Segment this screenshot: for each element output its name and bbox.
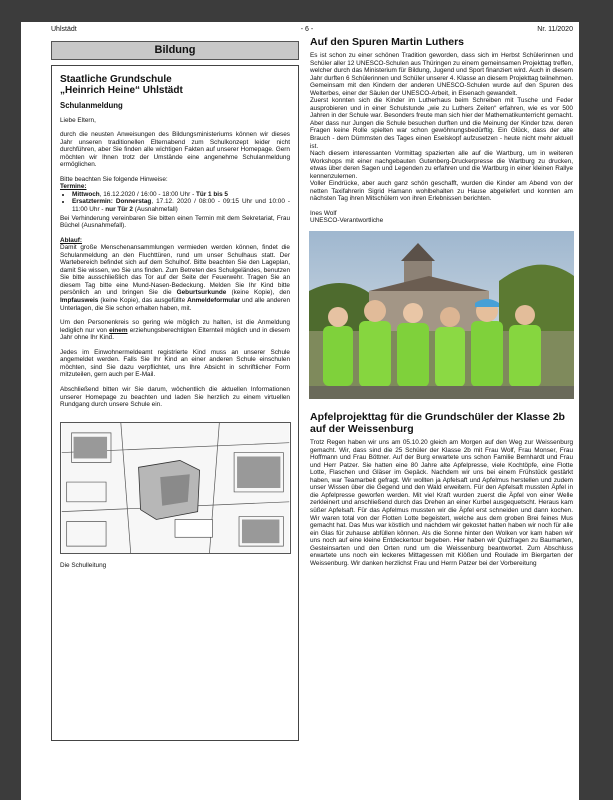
paragraph-homepage: Abschließend bitten wir Sie darum, wöchentlich die aktuellen Informationen unserer Homepage zu beachten und laden Sie herzlich zu einem virtuellen Rundgang durch unsere Schule ein. [60,385,290,409]
ablauf-geburtsurkunde: Geburtsurkunde [176,289,227,297]
personenkreis-text-2: erziehungsberechtigten Elternteil möglich und in diesem Jahr ohne Ihr Kind. [60,326,290,342]
termine-label: Termine: [60,183,87,191]
paragraph-personenkreis [60,319,290,342]
luther-paragraph-3: Nach diesem interessanten Vormittag spazierten alle auf die Wartburg, um in weiteren Workshops mit einer nachgebauten Gutenberg-Druckerpresse die Wartburg zu drucken, etwas über deren Sagen und Legenden zu erfahren und die Wartburg in einer kleinen Rallye kennenzulernen. [310,150,573,180]
school-title [60,74,290,96]
ablauf-text-3: (keine Kopie), das ausgefüllte [98,297,188,305]
paragraph-einwohnermeldeamt: Jedes im Einwohnermeldeamt registrierte Kind muss an unserer Schule angemeldet werden. Falls Sie Ihr Kind an einer anderen Schule einschulen möchten, sind Sie dazu verpflichtet, uns Ihre Absicht in schriftlicher Form mitzuteilen, gern auch per E-Mail. [60,348,290,379]
greeting: Liebe Eltern, [60,116,96,124]
right-column [310,36,573,574]
ablauf-anmeldeformular: Anmeldeformular [187,297,241,305]
termin-1-time: , 16.12.2020 / 16:00 - 18:00 Uhr - [99,190,196,198]
header-page-number: - 6 - [300,26,314,33]
termin-1 [72,191,290,199]
section-banner: Bildung [51,41,299,60]
left-column [51,44,299,758]
luther-paragraph-1: Es ist schon zu einer schönen Tradition geworden, dass sich im Herbst Schülerinnen und Schüler aller 12 UNESCO-Schulen aus Thüringen zu einem gemeinsamen Projekttag treffen, welcher durch das Ministerium für Bildung, Jugend und Sport finanziert wird. Auch in diesem Jahr durften 6 Schülerinnen und Schüler unserer 4. Klasse an diesem Projekttag teilnehmen. Gemeinsam mit den Kindern der anderen UNESCO-Schulen wurde auf den Spuren des Welterbes, einer der Säulen der UNESCO-Arbeit, in Eisenach gewandelt. [310,52,573,97]
article-title-apfel: Apfelprojekttag für die Grundschüler der Klasse 2b auf der Weissenburg [310,411,565,436]
group-photo-wartburg [309,231,574,399]
luther-paragraph-4: Voller Eindrücke, aber auch ganz schön geschafft, wurden die Kinder am Abend von der netten Taxifahrerin Sigrid Hamann wohlbehalten zu Hause abgeliefert und konnten am nächsten Tag ihren Mitschülern von ihren Erlebnissen berichten. [310,180,573,203]
header-issue: Nr. 11/2020 [537,26,573,33]
luther-signature-name: Ines Wolf [310,209,337,217]
apfel-paragraph: Trotz Regen haben wir uns am 05.10.20 gleich am Morgen auf den Weg zur Weissenburg gemacht. Wir, dass sind die 25 Schüler der Klasse 2b mit Frau Wolf, Frau Monser, Frau Hoffmann und Frau Böttner. Auf der Burg erwartete uns schon Familie Bernhardt und Frau und Herr Patzer. Sie hatten eine 80 Jahre alte Apfelpresse, viele Kochtöpfe, eine Flotte Lotte, Flaschen und Gläser im Gepäck. Nachdem wir uns bei einem Frühstück gestärkt haben, war Teamarbeit gefragt. Wir wollten ja Apfelsaft und Apfelmus herstellen und zudem unser Wissen über die Gegend und den Wald erweitern. Für den Apfelsaft mussten Äpfel in die Apfelpresse geworfen werden. Mit viel Kraft wurden zuerst die Äpfel von einer Welle zerkleinert und anschließend durch das Drehen an einer Kurbel ausgequetscht. Heraus kam süßer Apfelsaft. Für das Apfelmus mussten wir die Äpfel erst schneiden und dann kochen. Wir waren total von der Flotten Lotte begeistert, welche aus dem groben Brei feines Mus gemacht hat. Das Mus war köstlich und nachdem wir gekostet hatten haben wir noch für alle ein Glas für zuhause abfüllen können. Als die Sonne hinter den Wolken vor kam haben wir uns noch auf eine kleine Entdeckertour begeben. Hier haben wir Quizfragen zu Baumarten, Gesteinsarten und den Orten rund um die Weissenburg beantwortet. Zum Abschluss erwartete uns noch ein leckeres Mittagessen mit Klößen und Roulade im Biergarten der Weissenburg. Wir danken herzlichst Frau und Herrn Patzer bei der Vorbereitung [310,439,573,567]
newspaper-page [21,22,579,800]
termin-1-door: Tür 1 bis 5 [195,190,228,198]
paragraph-intro: durch die neusten Anweisungen des Bildungsministeriums können wir dieses Jahr unseren traditionellen Elternabend zum Schulkonzept leider nicht durchführen, aber Sie finden alle wichtigen Fakten auf unserer Homepage. Gern möchten wir Ihnen trotz der Umstände eine angenehme Schulanmeldung ermöglichen. [60,131,290,169]
personenkreis-einem: einem [109,326,128,334]
article-title-luther: Auf den Spuren Martin Luthers [310,36,465,48]
paragraph-hinweise: Bitte beachten Sie folgende Hinweise: [60,175,168,183]
site-plan-map [60,422,291,554]
termin-2-note: (Ausnahmefall) [132,206,178,214]
school-title-line2: „Heinrich Heine“ Uhlstädt [60,85,183,96]
luther-signature-role: UNESCO-Verantwortliche [310,217,384,225]
ablauf-impfausweis: Impfausweis [60,297,99,305]
ablauf-label: Ablauf: [60,236,83,244]
termin-2-day: Ersatztermin: Donnerstag [72,198,152,206]
header-location: Uhlstädt [51,26,77,33]
page-header [51,26,573,33]
luther-paragraph-2: Zuerst konnten sich die Kinder im Lutherhaus beim Schreiben mit Tusche und Feder ausprobieren und in einer Schulstunde „wie zu Luthers Zeiten“ erfahren, wie es vor 500 Jahren in der Schule war. Besonders freute man sich hier der Mathematikunterricht gemacht. Aber dass nur Jungen die Schule besuchen durften und die Meinung der Kinder bzw. deren Fragen keine Rolle spielten war schon gewöhnungsbedürftig. Ein Glück, dass der alte Brauch - dem Dümmsten des Tages einen Eselskopf aufzusetzen - heute nicht mehr aktuell ist. [310,97,573,150]
termine-list [60,191,290,214]
school-announcement-box [51,65,299,741]
termin-2-time: , 17.12. 2020 / 08:00 - 09:15 Uhr und 10:00 - 11:00 Uhr - [72,198,291,214]
map-caption: Die Schulleitung [60,562,107,570]
ablauf-text-2: (keine Kopie), den [226,289,290,297]
school-title-line1: Staatliche Grundschule [60,74,172,85]
termin-2 [72,198,290,213]
paragraph-verhinderung: Bei Verhinderung vereinbaren Sie bitten einen Termin mit dem Sekretariat, Frau Büchel (Ausnahmefall). [60,214,290,230]
ablauf-text-1: Damit große Menschenansammlungen vermieden werden können, findet die Schulanmeldung an den Fluchttüren, rund um unser Schulhaus statt. Der Wartebereich befindet sich auf dem Schulhof. Bitte beachten Sie den Lageplan, damit Sie wissen, wo Sie uns finden. Zum Betreten des Schulgeländes, benutzen Sie bitte ausschließlich das Tor auf der Seite der Feuerwehr. Tragen Sie an diesem Tag bitte eine Mund-Nasen-Bedeckung. Melden Sie Ihr Kind bitte persönlich an und bringen Sie die [60,244,290,297]
personenkreis-text-1: Um den Personenkreis so gering wie möglich zu halten, ist die Anmeldung lediglich nur von [60,319,290,334]
paragraph-ablauf [60,244,290,312]
termin-2-door: nur Tür 2 [105,206,133,214]
subhead-schulanmeldung: Schulanmeldung [60,101,123,110]
ablauf-text-4: und alle anderen Unterlagen, die Sie schon erhalten haben, mit. [60,297,290,312]
termin-1-day: Mittwoch [72,190,100,198]
